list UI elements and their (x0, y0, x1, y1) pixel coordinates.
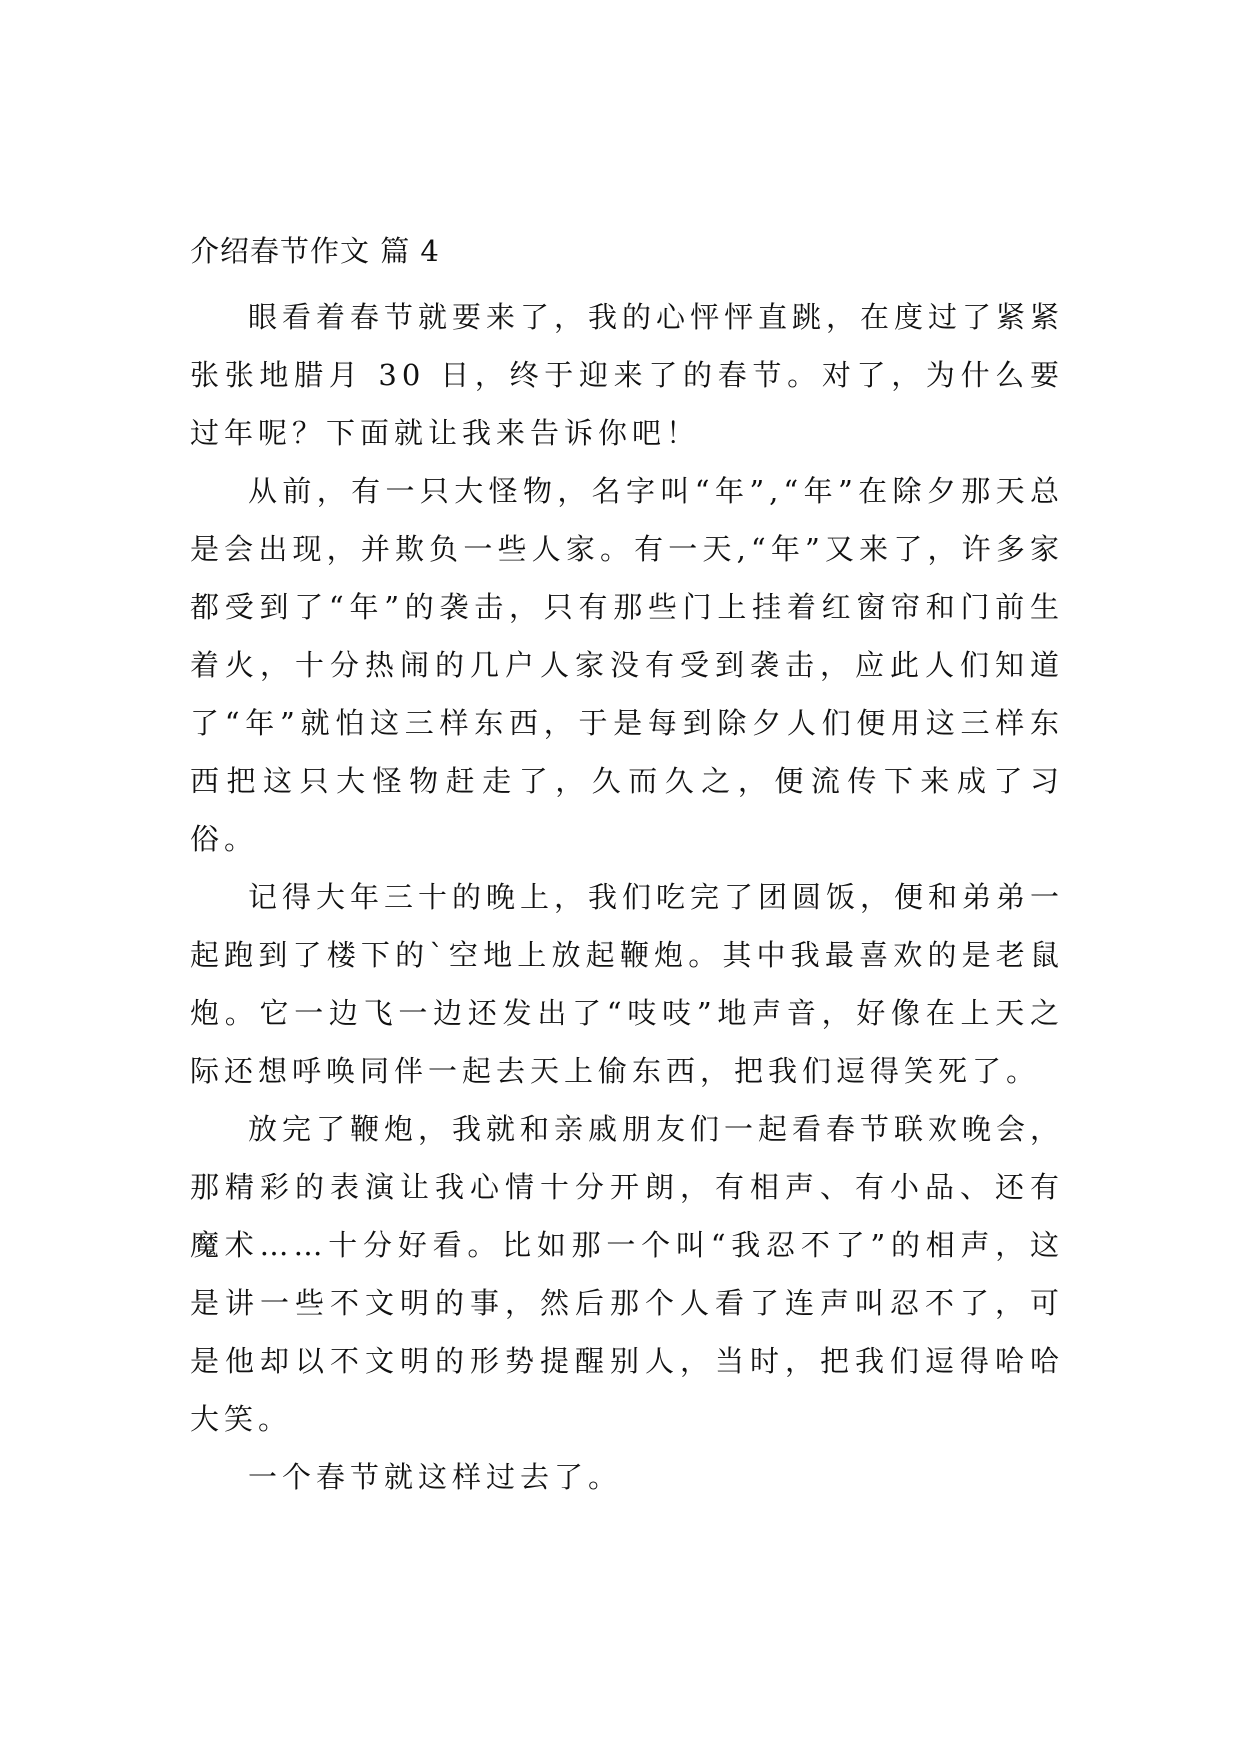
paragraph-3: 记得大年三十的晚上，我们吃完了团圆饭，便和弟弟一起跑到了楼下的`空地上放起鞭炮。其中我最喜欢的是老鼠炮。它一边飞一边还发出了“吱吱”地声音，好像在上天之际还想呼唤同伴一起去天上偷东西，把我们逗得笑死了。 (190, 880, 1065, 1088)
paragraph-1: 眼看着春节就要来了，我的心怦怦直跳，在度过了紧紧张张地腊月 30 日，终于迎来了的春节。对了，为什么要过年呢？下面就让我来告诉你吧！ (190, 300, 1065, 450)
paragraph-5: 一个春节就这样过去了。 (248, 1460, 623, 1494)
paragraph-2: 从前，有一只大怪物，名字叫“年”,“年”在除夕那天总是会出现，并欺负一些人家。有一天,“年”又来了，许多家都受到了“年”的袭击，只有那些门上挂着红窗帘和门前生着火，十分热闹的几户人家没有受到袭击，应此人们知道了“年”就怕这三样东西，于是每到除夕人们便用这三样东西把这只大怪物赶走了，久而久之，便流传下来成了习俗。 (190, 474, 1064, 856)
essay-body (190, 222, 1064, 1506)
paragraph-4: 放完了鞭炮，我就和亲戚朋友们一起看春节联欢晚会，那精彩的表演让我心情十分开朗，有相声、有小品、还有魔术……十分好看。比如那一个叫“我忍不了”的相声，这是讲一些不文明的事，然后那个人看了连声叫忍不了，可是他却以不文明的形势提醒别人，当时，把我们逗得哈哈大笑。 (190, 1112, 1065, 1436)
essay-title: 介绍春节作文 篇 4 (190, 234, 440, 268)
